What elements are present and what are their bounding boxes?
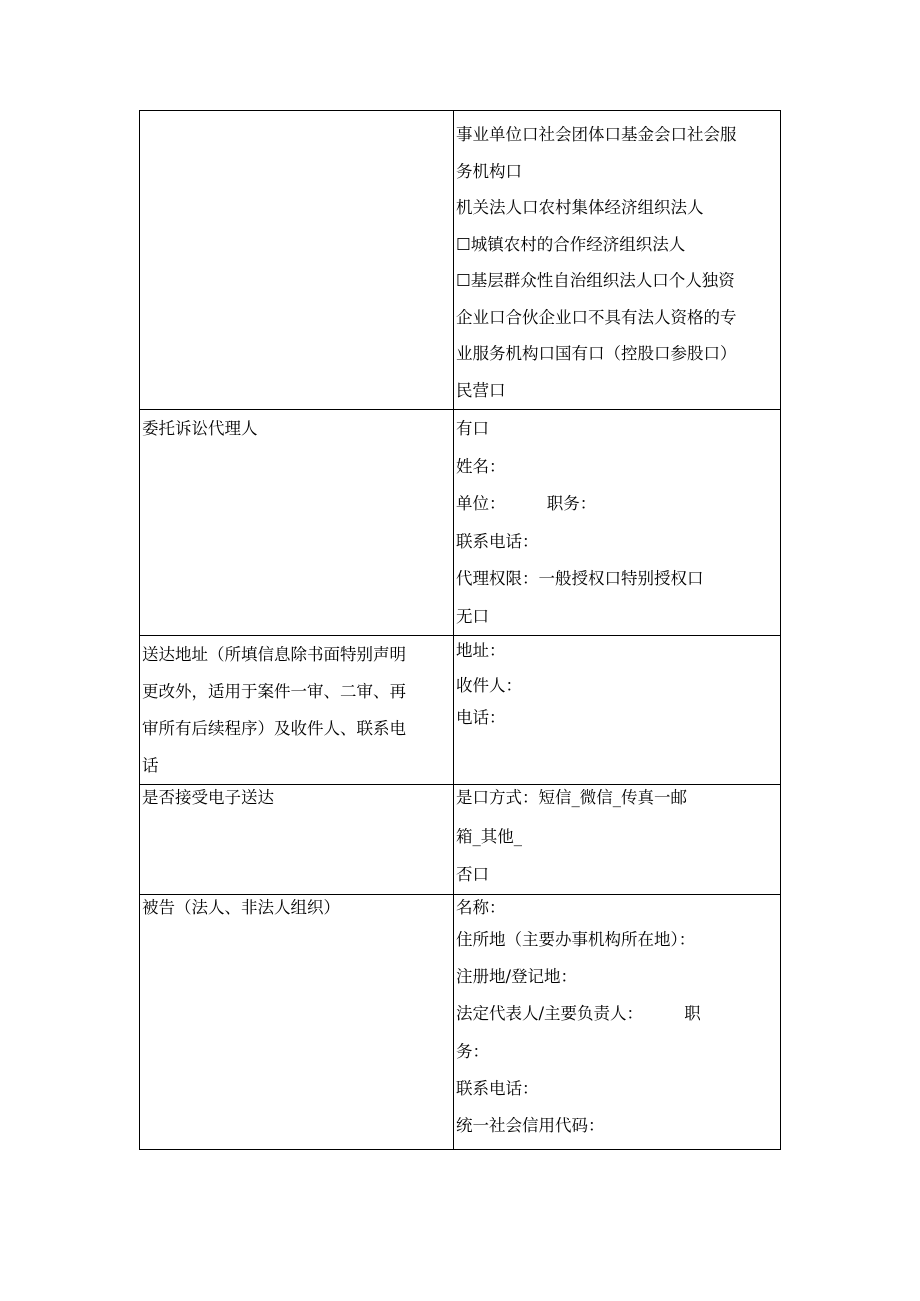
cell-line: 送达地址（所填信息除书面特别声明: [142, 645, 406, 664]
cell-line: 无口: [456, 606, 489, 626]
cell-line: 更改外，适用于案件一审、二审、再: [142, 682, 406, 701]
value-cell: [454, 111, 781, 410]
cell-line: 联系电话：: [456, 531, 539, 551]
cell-line: 地址：: [456, 641, 506, 660]
cell-line: 箱_其他_: [456, 827, 522, 846]
cell-line: 电话：: [456, 708, 506, 727]
cell-line: 法定代表人/主要负责人： 职: [456, 1004, 701, 1024]
label-cell: [140, 111, 454, 410]
cell-line: 有口: [456, 419, 489, 438]
cell-line: 事业单位口社会团体口基金会口社会服: [456, 125, 737, 144]
cell-line: 企业口合伙企业口不具有法人资格的专: [456, 307, 737, 327]
label-cell: [140, 785, 454, 895]
table-row-organization-type: [140, 111, 781, 410]
cell-line: 业服务机构口国有口（控股口参股口）: [456, 344, 737, 363]
value-cell: [454, 785, 781, 895]
cell-line: 住所地（主要办事机构所在地）：: [456, 930, 696, 949]
table-row-litigation-agent: [140, 410, 781, 636]
label-cell: [140, 895, 454, 1150]
cell-line: 审所有后续程序）及收件人、联系电: [142, 719, 406, 738]
cell-line: 姓名：: [456, 456, 506, 476]
cell-line: 务机构口: [456, 161, 522, 181]
cell-line: 是否接受电子送达: [142, 788, 274, 807]
table-row-service-address: [140, 636, 781, 785]
cell-line: 代理权限：一般授权口特别授权口: [456, 569, 704, 588]
table-row-defendant: [140, 895, 781, 1150]
cell-line: 机关法人口农村集体经济组织法人: [456, 198, 704, 217]
cell-line: 联系电话：: [456, 1078, 539, 1098]
form-table: [139, 110, 781, 1150]
label-cell: [140, 410, 454, 636]
cell-line: ☐基层群众性自治组织法人口个人独资: [456, 271, 735, 290]
cell-line: 名称：: [456, 898, 506, 917]
cell-line: 被告（法人、非法人组织）: [142, 898, 340, 917]
cell-line: 单位： 职务：: [456, 494, 597, 513]
cell-line: 是口方式：短信_微信_传真一邮: [456, 788, 687, 807]
cell-line: 委托诉讼代理人: [142, 419, 258, 438]
table-row-electronic-service: [140, 785, 781, 895]
cell-line: 话: [142, 756, 159, 775]
label-cell: [140, 636, 454, 785]
cell-line: 注册地/登记地：: [456, 967, 578, 987]
cell-line: ☐城镇农村的合作经济组织法人: [456, 234, 686, 254]
cell-line: 收件人：: [456, 676, 522, 695]
cell-line: 统一社会信用代码：: [456, 1116, 605, 1136]
value-cell: [454, 636, 781, 785]
value-cell: [454, 895, 781, 1150]
value-cell: [454, 410, 781, 636]
cell-line: 否口: [456, 865, 489, 884]
cell-line: 民营口: [456, 380, 506, 400]
cell-line: 务：: [456, 1041, 489, 1061]
